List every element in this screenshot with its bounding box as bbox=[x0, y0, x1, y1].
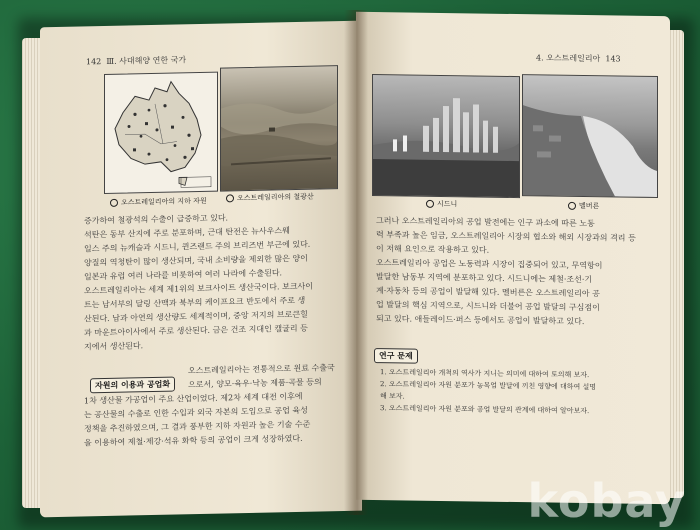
question-item: 2. 오스트레일리아 자원 분포가 농목업 발달에 끼친 영향에 대하여 설명 bbox=[380, 380, 597, 392]
study-questions bbox=[380, 366, 660, 418]
text-line: 석탄은 동부 산지에 주로 분포하며, 근대 탄전은 뉴사우스웨 bbox=[84, 226, 290, 240]
text-line: 되고 있다. 애들레이드·퍼스 등에서도 공업이 발달하고 있다. bbox=[376, 314, 585, 326]
text-line: 오스트레일리아 공업은 노동력과 시장이 집중되어 있고, 무역항이 bbox=[376, 258, 603, 271]
sydney-photo bbox=[372, 74, 520, 198]
map-caption: 오스트레일리아의 지하 자원 bbox=[110, 196, 207, 208]
text-line: 으로서, 양모·육우·낙농 제품·곡물 등의 bbox=[188, 377, 322, 390]
text-line: 1차 생산물 가공업이 주요 산업이었다. 제2차 세계 대전 이후에 bbox=[84, 391, 303, 406]
left-body-text bbox=[84, 209, 352, 355]
study-questions-label: 연구 문제 bbox=[374, 348, 418, 364]
text-line: 는 공산물의 수출로 인한 수입과 외국 자본의 도입으로 공업 육성 bbox=[84, 405, 308, 420]
text-line: 정책을 추진하였으며, 그 결과 풍부한 지하 자원과 높은 기술 수준 bbox=[84, 419, 311, 434]
text-line: 오스트레일리아는 전통적으로 원료 수출국 bbox=[188, 363, 335, 376]
right-body-text bbox=[376, 214, 660, 330]
text-line: 일스 주의 뉴캐슬과 시드니, 퀸즈랜드 주의 브리즈번 부근에 있다. bbox=[84, 239, 311, 254]
text-line: 그러나 오스트레일리아의 공업 발전에는 인구 과소에 따른 노동 bbox=[376, 216, 595, 229]
text-line: 발달한 남동부 지역에 분포하고 있다. 시드니에는 제철·조선·기 bbox=[376, 272, 593, 285]
text-line: 력 부족과 높은 임금, 오스트레일리아 시장의 협소와 해외 시장과의 격리 등 bbox=[376, 230, 636, 243]
text-line: 오스트레일리아는 세계 제1위의 보크사이트 생산국이다. 보크사이 bbox=[84, 281, 314, 296]
section-text bbox=[84, 361, 354, 451]
caption-bullet-icon bbox=[568, 202, 576, 210]
text-line: 과 마운트아이사에서 주로 생산된다. 금은 건조 지대인 캘굴리 등 bbox=[84, 323, 308, 338]
text-line: 계·자동차 등의 공업이 발달해 있다. 멜버른은 오스트레일리아 공 bbox=[376, 286, 600, 299]
text-line: 증가하여 철광석의 수출이 급증하고 있다. bbox=[84, 213, 229, 226]
melbourne-caption: 멜버른 bbox=[568, 201, 599, 211]
left-page-number: 142 bbox=[86, 57, 102, 67]
text-line: 을 이용하여 제철·제강·석유 화학 등의 공업이 크게 성장하였다. bbox=[84, 433, 303, 448]
text-line: 산된다. 납과 아연의 생산량도 세계적이며, 중앙 저지의 브로큰힐 bbox=[84, 309, 308, 324]
watermark: kobay bbox=[527, 474, 686, 528]
text-line: 이 저해 요인으로 작용하고 있다. bbox=[376, 244, 490, 255]
iron-mine-photo bbox=[220, 65, 338, 191]
australia-resource-map bbox=[104, 72, 218, 194]
question-item: 3. 오스트레일리아 자원 분포와 공업 발달의 관계에 대하여 알아보자. bbox=[380, 404, 590, 416]
right-header-title: 4. 오스트레일리아 bbox=[536, 53, 601, 64]
left-header bbox=[86, 54, 186, 67]
text-line: 업 발달의 핵심 지역으로, 시드니와 더불어 공업 발달의 구심점이 bbox=[376, 300, 600, 313]
text-line: 지에서 생산된다. bbox=[84, 341, 144, 352]
caption-bullet-icon bbox=[226, 194, 234, 202]
text-line: 트는 남서부의 달링 산맥과 북부의 케이프요크 반도에서 주로 생 bbox=[84, 295, 306, 310]
caption-bullet-icon bbox=[110, 199, 118, 207]
right-page bbox=[356, 12, 670, 504]
left-page bbox=[40, 21, 362, 518]
text-line: 일본과 유럽 여러 나라를 비롯하여 여러 나라에 수출된다. bbox=[84, 268, 283, 282]
mine-caption: 오스트레일리아의 철광산 bbox=[226, 192, 314, 204]
text-line: 양질의 역청탄이 많이 생산되며, 국내 소비량을 제외한 많은 양이 bbox=[84, 253, 308, 268]
section-label: 자원의 이용과 공업화 bbox=[90, 377, 175, 394]
book-gutter bbox=[344, 10, 368, 515]
question-item: 1. 오스트레일리아 개척의 역사가 지니는 의미에 대하여 토의해 보자. bbox=[380, 368, 590, 380]
sydney-caption: 시드니 bbox=[426, 199, 457, 209]
melbourne-photo bbox=[522, 74, 658, 198]
caption-bullet-icon bbox=[426, 200, 434, 208]
right-page-number: 143 bbox=[605, 54, 621, 64]
question-item: 해 보자. bbox=[380, 392, 405, 401]
left-header-title: Ⅲ. 사대해양 연한 국가 bbox=[106, 55, 187, 66]
right-header bbox=[536, 52, 621, 64]
